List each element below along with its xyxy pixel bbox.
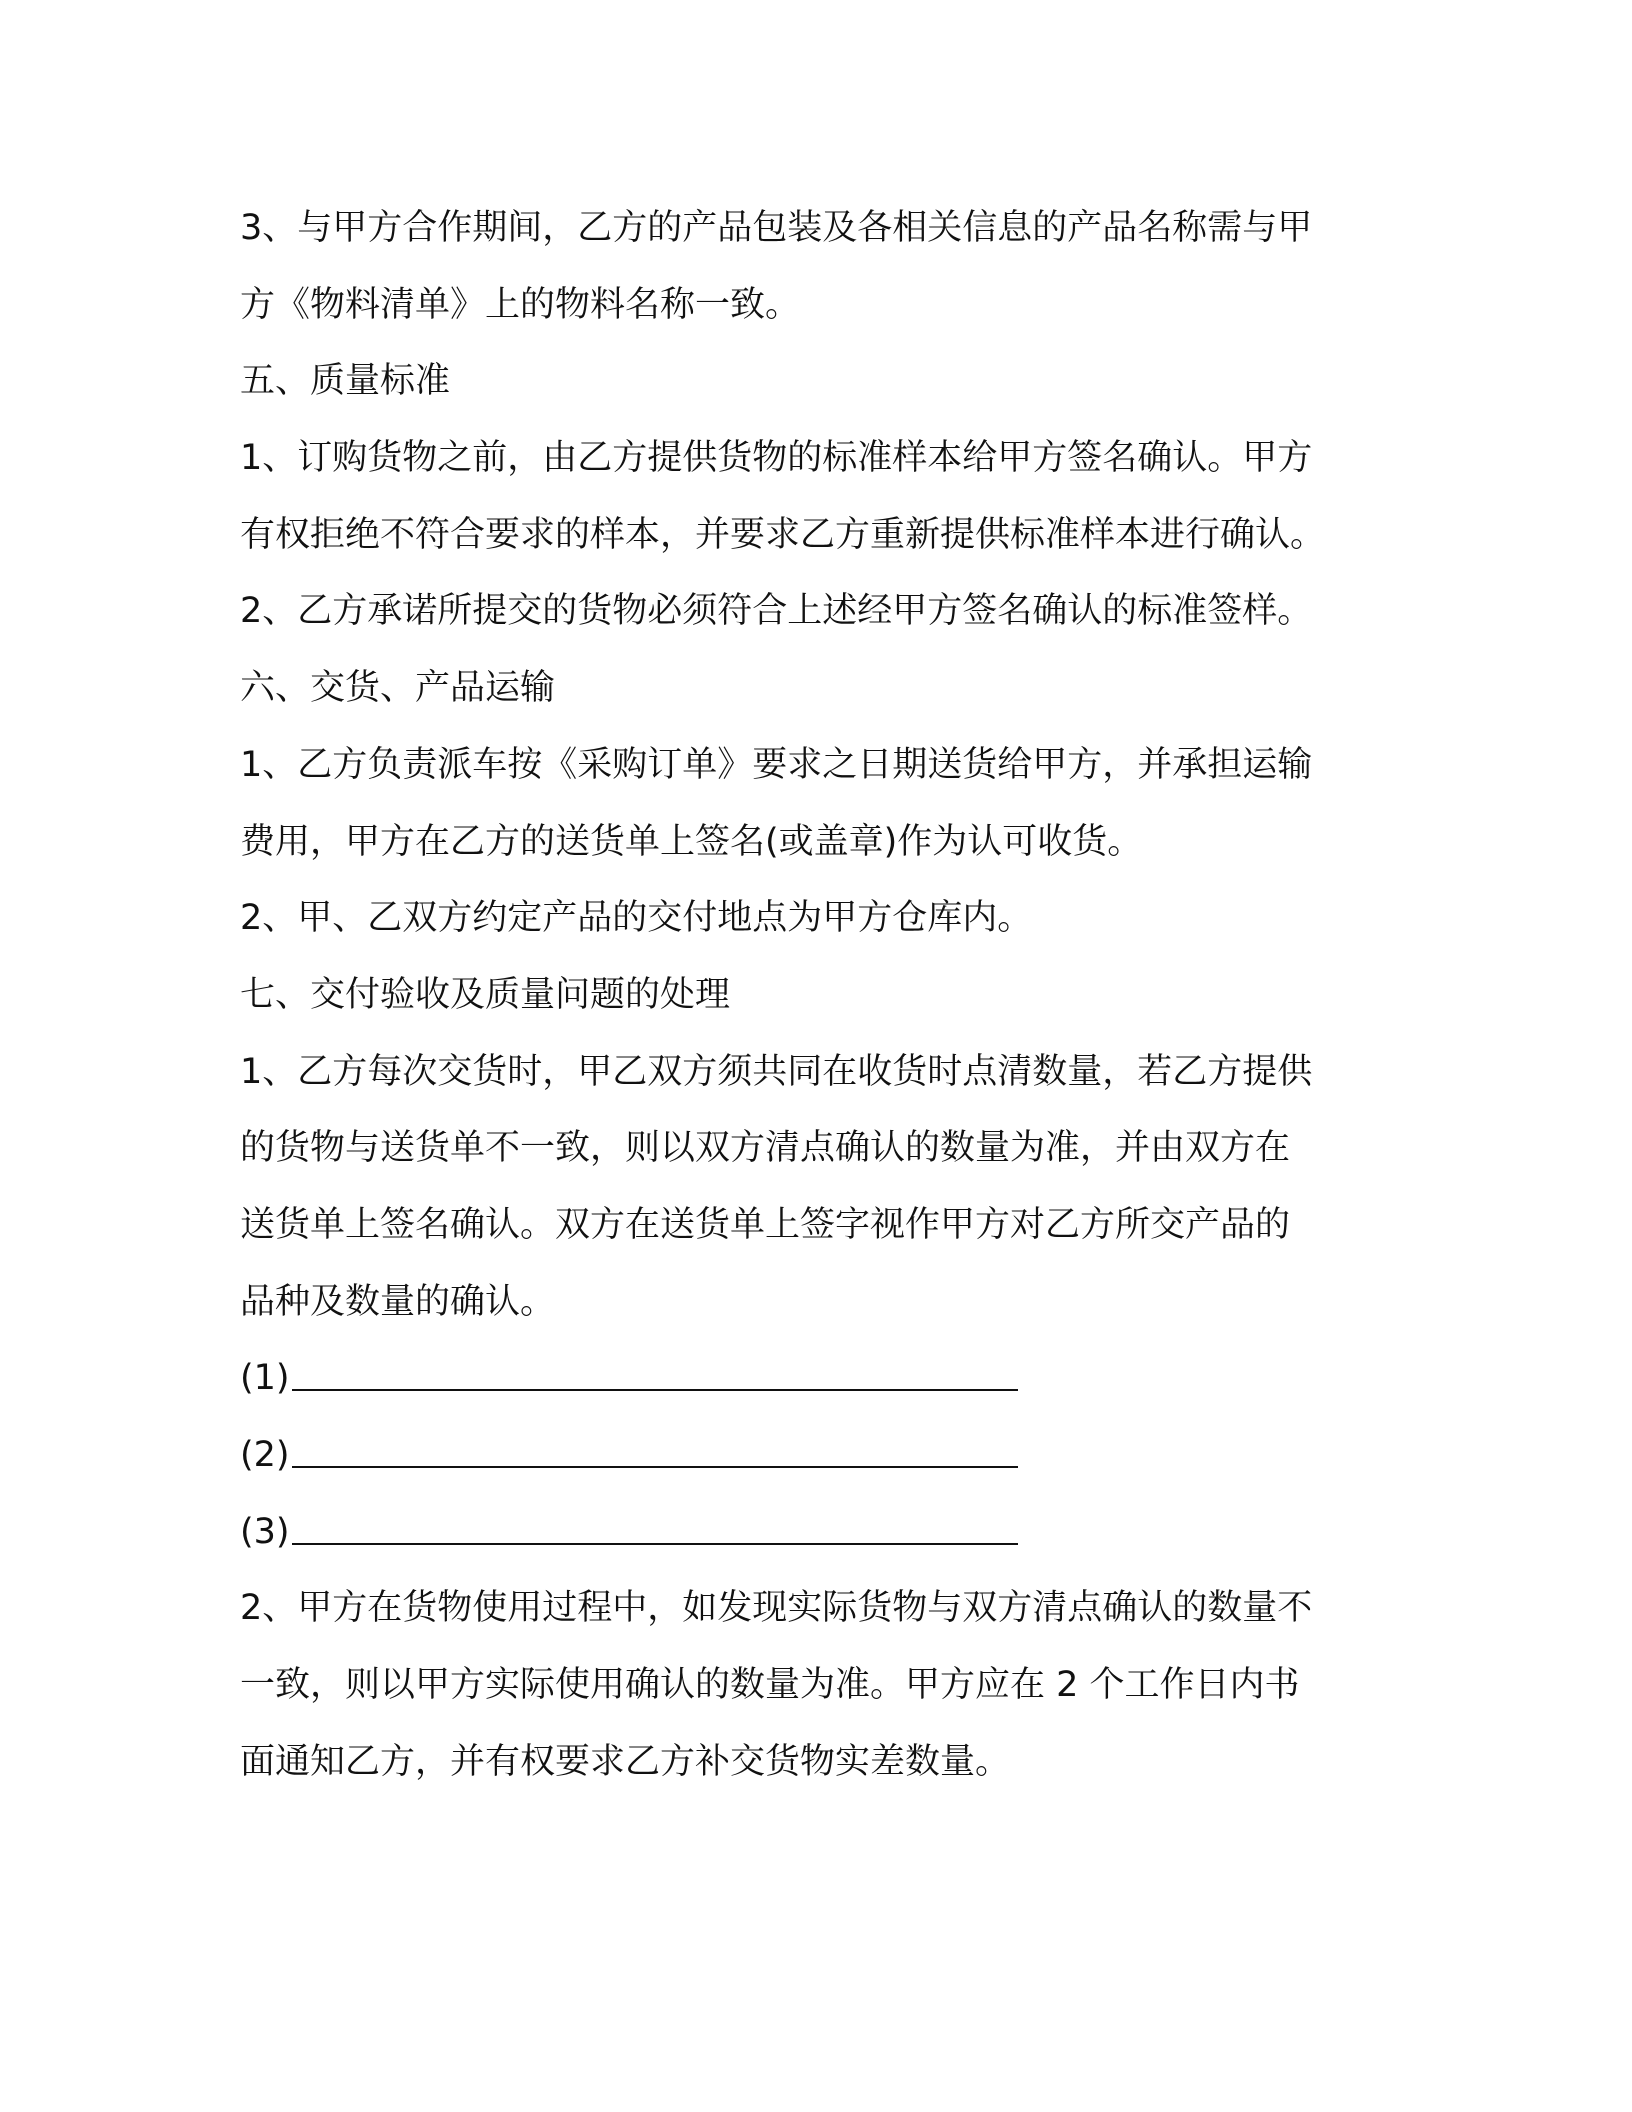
fill-in-number: (3) bbox=[240, 1511, 290, 1552]
text-line: 3、与甲方合作期间，乙方的产品包装及各相关信息的产品名称需与甲 bbox=[240, 208, 1313, 248]
text-line: 2、甲、乙双方约定产品的交付地点为甲方仓库内。 bbox=[240, 898, 1033, 939]
fill-in-item bbox=[240, 1340, 1396, 1417]
document-body bbox=[240, 190, 1396, 1800]
text-line: 费用，甲方在乙方的送货单上签名(或盖章)作为认可收货。 bbox=[240, 821, 1143, 862]
text-line: 1、乙方负责派车按《采购订单》要求之日期送货给甲方，并承担运输 bbox=[240, 744, 1313, 785]
fill-in-blank[interactable] bbox=[292, 1543, 1018, 1545]
text-line: 1、乙方每次交货时，甲乙双方须共同在收货时点清数量，若乙方提供 bbox=[240, 1051, 1313, 1092]
text-line: 2、乙方承诺所提交的货物必须符合上述经甲方签名确认的标准签样。 bbox=[240, 591, 1313, 632]
text-line: 有权拒绝不符合要求的样本，并要求乙方重新提供标准样本进行确认。 bbox=[240, 514, 1326, 555]
fill-in-item bbox=[240, 1494, 1396, 1571]
section-heading: 七、交付验收及质量问题的处理 bbox=[240, 974, 731, 1015]
fill-in-number: (1) bbox=[240, 1358, 290, 1399]
fill-in-number: (2) bbox=[240, 1435, 290, 1475]
section-heading: 六、交货、产品运输 bbox=[240, 668, 556, 709]
text-line: 送货单上签名确认。双方在送货单上签字视作甲方对乙方所交产品的 bbox=[240, 1204, 1291, 1245]
section-heading: 五、质量标准 bbox=[240, 361, 451, 402]
fill-in-blank[interactable] bbox=[292, 1466, 1018, 1468]
text-line: 面通知乙方，并有权要求乙方补交货物实差数量。 bbox=[240, 1741, 1011, 1782]
text-line: 1、订购货物之前，由乙方提供货物的标准样本给甲方签名确认。甲方 bbox=[240, 438, 1313, 479]
text-line: 方《物料清单》上的物料名称一致。 bbox=[240, 284, 801, 325]
text-line: 2、甲方在货物使用过程中，如发现实际货物与双方清点确认的数量不 bbox=[240, 1588, 1313, 1629]
text-line: 品种及数量的确认。 bbox=[240, 1281, 556, 1322]
fill-in-item bbox=[240, 1417, 1396, 1494]
fill-in-blank[interactable] bbox=[292, 1389, 1018, 1391]
text-line: 的货物与送货单不一致，则以双方清点确认的数量为准，并由双方在 bbox=[240, 1128, 1291, 1169]
text-line: 一致，则以甲方实际使用确认的数量为准。甲方应在 2 个工作日内书 bbox=[240, 1665, 1300, 1706]
